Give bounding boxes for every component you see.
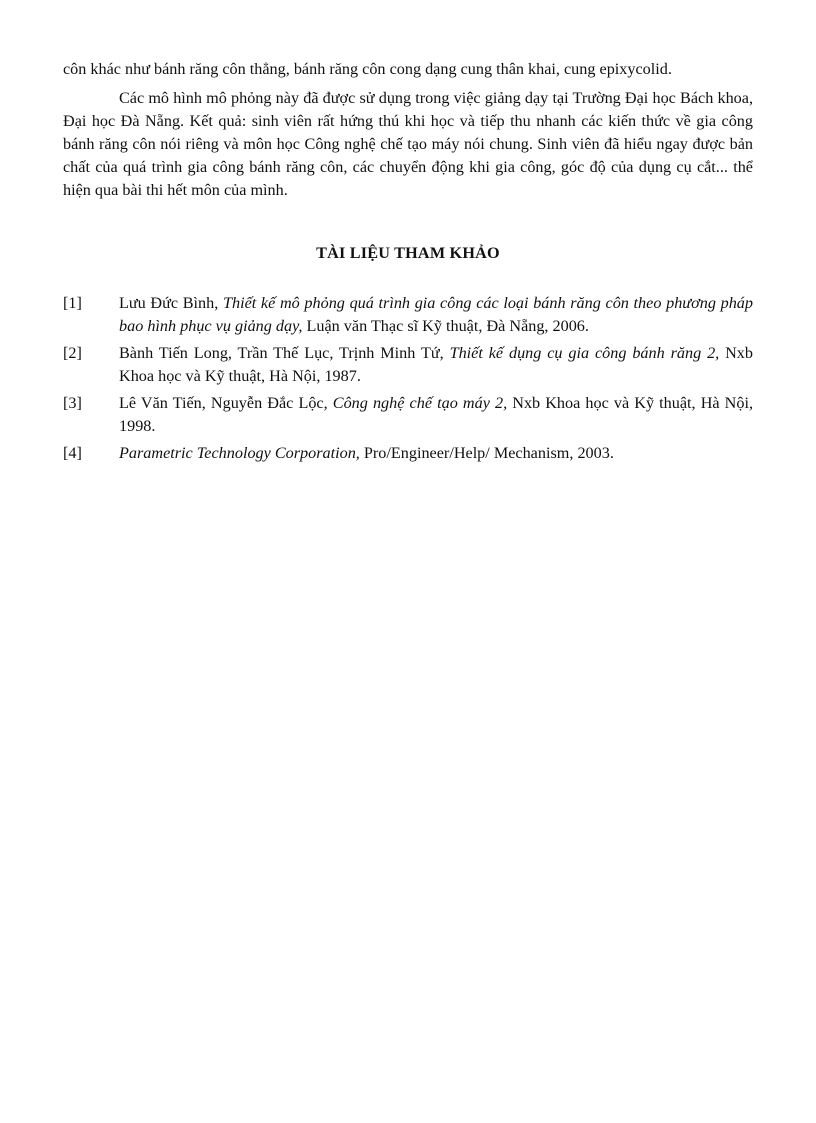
reference-title: Thiết kế mô phỏng quá trình gia công các loại bánh răng côn theo phương pháp bao hình phục vụ giảng dạy,: [119, 294, 753, 335]
reference-authors: Bành Tiến Long, Trần Thế Lục, Trịnh Minh Tứ,: [119, 344, 450, 362]
reference-title: Thiết kế dụng cụ gia công bánh răng 2,: [449, 344, 720, 362]
reference-item: [63, 292, 753, 338]
reference-text: [119, 292, 753, 338]
reference-authors: Lưu Đức Bình,: [119, 294, 223, 312]
reference-title: Parametric Technology Corporation,: [119, 444, 360, 462]
reference-authors: Lê Văn Tiến, Nguyễn Đắc Lộc,: [119, 394, 333, 412]
reference-item: [63, 342, 753, 388]
reference-item: [63, 442, 753, 465]
paragraph-main: Các mô hình mô phỏng này đã được sử dụng trong việc giảng dạy tại Trường Đại học Bách khoa, Đại học Đà Nẵng. Kết quả: sinh viên rất hứng thú khi học và tiếp thu nhanh các kiến thức về gia công bánh răng côn nói riêng và môn học Công nghệ chế tạo máy nói chung. Sinh viên đã hiểu ngay được bản chất của quá trình gia công bánh răng côn, các chuyển động khi gia công, góc độ của dụng cụ cắt... thể hiện qua bài thi hết môn của mình.: [63, 89, 753, 199]
reference-details: Nxb Khoa học và Kỹ thuật, Hà Nội, 1998.: [119, 394, 754, 435]
reference-title: Công nghệ chế tạo máy 2,: [332, 394, 508, 412]
references-list: [63, 292, 753, 465]
reference-text: [119, 342, 753, 388]
reference-details: Nxb Khoa học và Kỹ thuật, Hà Nội, 1987.: [119, 344, 753, 385]
reference-details: Pro/Engineer/Help/ Mechanism, 2003.: [359, 444, 614, 462]
reference-number: [1]: [63, 294, 82, 312]
document-page: [63, 58, 753, 469]
paragraph-continuation: côn khác như bánh răng côn thẳng, bánh răng côn cong dạng cung thân khai, cung epixycolid.: [63, 60, 672, 78]
reference-number: [4]: [63, 444, 82, 462]
reference-text: [119, 442, 753, 465]
reference-details: Luận văn Thạc sĩ Kỹ thuật, Đà Nẵng, 2006.: [302, 317, 589, 335]
reference-number: [3]: [63, 394, 82, 412]
reference-item: [63, 392, 753, 438]
references-heading: TÀI LIỆU THAM KHẢO: [316, 244, 500, 262]
reference-text: [119, 392, 753, 438]
reference-number: [2]: [63, 344, 82, 362]
